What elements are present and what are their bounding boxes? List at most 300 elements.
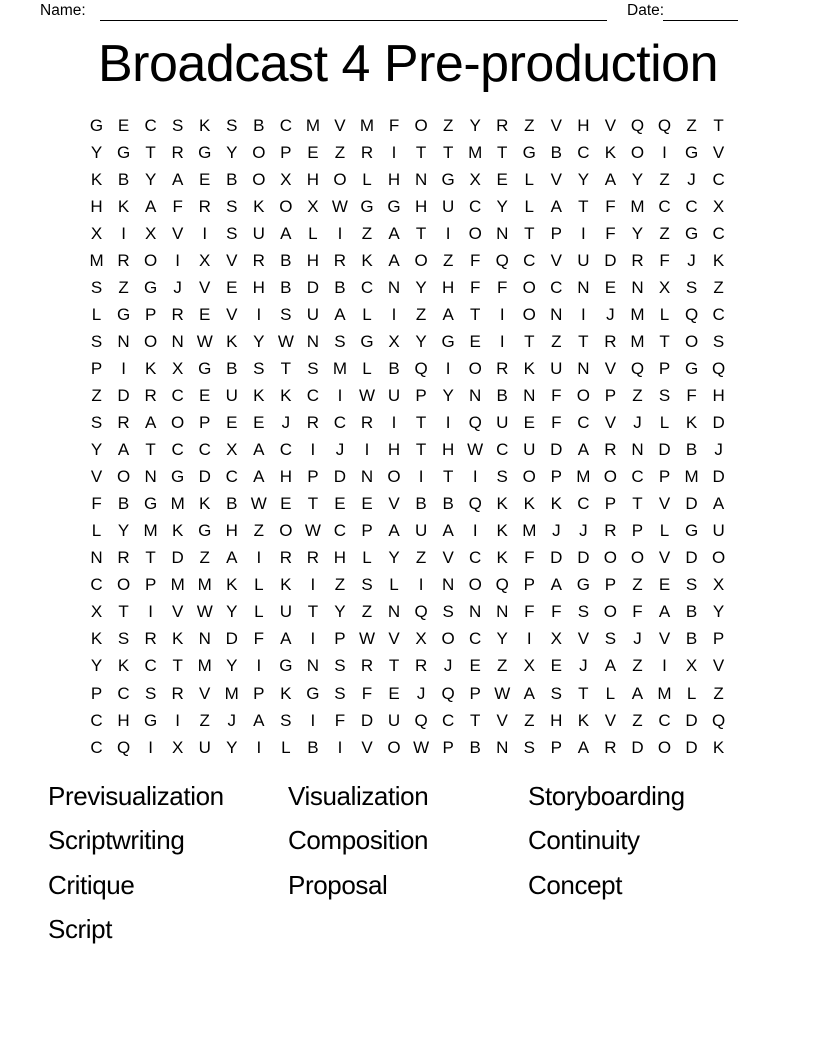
grid-cell: Y <box>415 277 427 297</box>
grid-cell: K <box>496 494 508 514</box>
grid-cell: C <box>685 196 698 216</box>
grid-cell: B <box>117 494 130 514</box>
grid-cell: Z <box>632 710 643 730</box>
grid-cell: C <box>90 710 103 730</box>
grid-cell: P <box>712 629 725 649</box>
grid-cell: H <box>577 115 590 135</box>
grid-cell: A <box>631 683 644 703</box>
grid-cell: F <box>497 277 508 297</box>
grid-cell: V <box>577 629 590 649</box>
grid-cell: K <box>712 737 725 757</box>
grid-cell: Z <box>632 385 643 405</box>
grid-cell: X <box>280 169 292 189</box>
grid-cell: T <box>145 142 156 162</box>
grid-cell: T <box>497 142 508 162</box>
grid-cell: E <box>496 169 508 189</box>
grid-cell: O <box>630 548 645 568</box>
grid-cell: N <box>441 575 455 595</box>
grid-cell: S <box>226 115 238 135</box>
grid-cell: H <box>441 277 455 297</box>
grid-cell: W <box>358 629 376 649</box>
grid-cell: W <box>494 683 511 703</box>
grid-cell: G <box>198 358 212 378</box>
grid-cell: N <box>631 440 644 460</box>
grid-cell: Q <box>468 494 482 514</box>
grid-cell: A <box>550 575 562 595</box>
grid-cell: R <box>117 548 130 568</box>
grid-cell: G <box>116 304 131 324</box>
grid-cell: C <box>577 413 590 433</box>
grid-cell: Z <box>199 548 210 568</box>
grid-cell: F <box>469 277 481 297</box>
word-item: Critique <box>48 869 135 900</box>
grid-cell: S <box>307 358 319 378</box>
grid-cell: X <box>712 196 725 216</box>
grid-cell: P <box>550 223 562 243</box>
grid-cell: G <box>144 277 158 297</box>
grid-cell: V <box>442 548 454 568</box>
grid-cell: A <box>388 521 400 541</box>
grid-cell: N <box>496 602 509 622</box>
grid-cell: L <box>91 304 102 324</box>
grid-cell: Z <box>442 115 454 135</box>
grid-cell: Y <box>334 602 346 622</box>
grid-cell: X <box>388 331 400 351</box>
grid-cell: A <box>658 602 671 622</box>
grid-cell: B <box>226 494 238 514</box>
grid-cell: S <box>334 656 346 676</box>
grid-cell: L <box>362 304 372 324</box>
grid-cell: B <box>280 250 292 270</box>
grid-cell: N <box>469 385 482 405</box>
grid-cell: L <box>254 602 264 622</box>
grid-cell: F <box>686 385 697 405</box>
grid-cell: Z <box>334 575 346 595</box>
grid-cell: U <box>387 385 401 405</box>
grid-cell: E <box>117 115 130 135</box>
grid-cell: F <box>551 602 562 622</box>
grid-cell: T <box>172 656 183 676</box>
grid-cell: K <box>199 494 211 514</box>
grid-cell: E <box>226 277 238 297</box>
grid-cell: F <box>632 602 643 622</box>
worksheet-title: Broadcast 4 Pre-production <box>97 35 718 93</box>
grid-cell: L <box>524 196 534 216</box>
grid-cell: O <box>603 467 618 487</box>
grid-cell: N <box>577 277 590 297</box>
grid-cell: O <box>387 467 401 487</box>
grid-cell: V <box>712 656 725 676</box>
grid-cell: K <box>253 196 265 216</box>
grid-cell: O <box>576 385 590 405</box>
grid-cell: X <box>712 575 725 595</box>
grid-cell: O <box>116 575 131 595</box>
grid-cell: C <box>90 737 103 757</box>
grid-cell: X <box>90 223 103 243</box>
grid-cell: Q <box>414 602 428 622</box>
grid-cell: G <box>441 169 455 189</box>
grid-cell: P <box>550 737 562 757</box>
grid-cell: D <box>306 277 320 297</box>
grid-cell: F <box>361 683 373 703</box>
grid-cell: V <box>658 629 671 649</box>
grid-cell: R <box>171 142 184 162</box>
grid-cell: S <box>712 331 725 351</box>
grid-cell: L <box>362 169 372 189</box>
grid-cell: J <box>606 304 615 324</box>
grid-cell: P <box>90 683 103 703</box>
grid-cell: D <box>685 710 698 730</box>
grid-cell: F <box>524 548 535 568</box>
grid-cell: E <box>334 494 346 514</box>
grid-cell: Z <box>632 656 643 676</box>
grid-cell: R <box>414 656 428 676</box>
grid-cell: I <box>391 304 397 324</box>
grid-cell: E <box>550 656 562 676</box>
grid-cell: R <box>171 304 184 324</box>
grid-cell: G <box>198 521 212 541</box>
grid-cell: D <box>685 494 698 514</box>
grid-cell: D <box>685 548 698 568</box>
grid-cell: J <box>227 710 236 730</box>
grid-cell: P <box>550 467 562 487</box>
grid-cell: I <box>148 602 153 622</box>
grid-cell: T <box>442 142 454 162</box>
grid-cell: V <box>604 413 617 433</box>
grid-cell: T <box>524 331 535 351</box>
grid-cell: Z <box>713 277 724 297</box>
grid-cell: I <box>337 737 343 757</box>
grid-cell: N <box>144 467 157 487</box>
word-item: Continuity <box>528 825 640 856</box>
grid-cell: I <box>526 629 532 649</box>
grid-cell: T <box>280 358 292 378</box>
grid-cell: E <box>361 494 373 514</box>
grid-cell: E <box>658 575 671 595</box>
grid-cell: G <box>441 331 455 351</box>
grid-cell: R <box>306 548 320 568</box>
grid-cell: K <box>496 521 508 541</box>
grid-cell: R <box>631 250 644 270</box>
grid-cell: M <box>197 656 212 676</box>
grid-cell: Y <box>388 548 400 568</box>
grid-cell: L <box>91 521 102 541</box>
grid-cell: V <box>658 548 671 568</box>
grid-cell: O <box>279 521 293 541</box>
grid-cell: K <box>361 250 373 270</box>
grid-cell: S <box>253 358 265 378</box>
grid-cell: T <box>388 656 400 676</box>
grid-cell: Q <box>630 358 645 378</box>
grid-cell: Y <box>712 602 725 622</box>
grid-cell: Z <box>524 115 535 135</box>
word-list-column <box>528 781 768 959</box>
grid-cell: V <box>199 683 211 703</box>
grid-cell: R <box>604 440 617 460</box>
grid-cell: N <box>306 656 320 676</box>
grid-cell: F <box>388 115 400 135</box>
grid-cell: M <box>630 331 645 351</box>
grid-cell: L <box>659 413 670 433</box>
grid-cell: P <box>199 413 211 433</box>
grid-cell: I <box>256 656 262 676</box>
grid-cell: U <box>225 385 238 405</box>
grid-cell: A <box>280 629 292 649</box>
grid-cell: N <box>414 169 428 189</box>
grid-cell: Y <box>90 142 103 162</box>
grid-cell: I <box>256 548 262 568</box>
grid-cell: B <box>685 440 698 460</box>
grid-cell: S <box>361 575 373 595</box>
grid-cell: I <box>337 223 343 243</box>
grid-cell: A <box>334 304 346 324</box>
grid-cell: X <box>415 629 427 649</box>
grid-cell: L <box>281 737 291 757</box>
grid-cell: I <box>391 413 397 433</box>
grid-cell: C <box>712 223 725 243</box>
grid-cell: B <box>280 277 292 297</box>
grid-cell: P <box>523 575 535 595</box>
grid-cell: C <box>333 413 347 433</box>
grid-cell: Q <box>414 710 428 730</box>
grid-cell: O <box>116 467 131 487</box>
letter-grid <box>83 112 732 761</box>
grid-cell: S <box>334 331 346 351</box>
grid-cell: J <box>633 629 642 649</box>
grid-cell: B <box>307 737 319 757</box>
grid-cell: K <box>117 656 130 676</box>
word-item: Script <box>48 914 113 945</box>
grid-cell: G <box>198 142 212 162</box>
grid-cell: C <box>144 115 157 135</box>
grid-cell: K <box>226 575 238 595</box>
grid-cell: I <box>310 575 316 595</box>
grid-cell: O <box>441 629 455 649</box>
grid-cell: I <box>310 710 316 730</box>
grid-cell: I <box>364 440 370 460</box>
grid-cell: C <box>658 196 671 216</box>
grid-cell: K <box>685 413 698 433</box>
grid-cell: O <box>279 196 293 216</box>
grid-cell: M <box>468 142 483 162</box>
grid-cell: G <box>144 494 158 514</box>
grid-cell: J <box>687 169 696 189</box>
grid-cell: R <box>171 683 184 703</box>
grid-cell: Z <box>632 575 643 595</box>
grid-cell: N <box>523 385 536 405</box>
grid-cell: B <box>388 358 400 378</box>
grid-cell: S <box>550 683 562 703</box>
grid-cell: K <box>550 494 562 514</box>
grid-cell: I <box>499 331 505 351</box>
grid-cell: D <box>198 467 211 487</box>
grid-cell: A <box>388 223 400 243</box>
grid-cell: Q <box>657 115 672 135</box>
grid-cell: K <box>712 250 725 270</box>
grid-cell: O <box>252 169 266 189</box>
grid-cell: S <box>280 710 292 730</box>
grid-cell: H <box>550 710 563 730</box>
grid-cell: J <box>443 656 453 676</box>
grid-cell: A <box>442 521 454 541</box>
grid-cell: Z <box>659 223 670 243</box>
grid-cell: L <box>659 304 670 324</box>
grid-cell: C <box>631 467 644 487</box>
grid-cell: Z <box>497 656 508 676</box>
grid-cell: Y <box>117 521 130 541</box>
grid-cell: G <box>684 142 699 162</box>
grid-cell: I <box>581 223 586 243</box>
grid-cell: Q <box>684 304 699 324</box>
grid-cell: A <box>253 440 265 460</box>
grid-cell: O <box>630 142 645 162</box>
grid-cell: S <box>685 575 698 595</box>
grid-cell: U <box>496 413 509 433</box>
grid-cell: N <box>306 331 320 351</box>
grid-cell: D <box>171 548 184 568</box>
grid-cell: M <box>224 683 239 703</box>
grid-cell: R <box>360 656 374 676</box>
grid-cell: Z <box>415 548 427 568</box>
grid-cell: G <box>360 331 374 351</box>
grid-cell: S <box>117 629 130 649</box>
grid-cell: I <box>202 223 208 243</box>
grid-cell: Q <box>414 358 428 378</box>
grid-cell: F <box>605 196 616 216</box>
grid-cell: I <box>472 521 478 541</box>
word-item: Visualization <box>288 781 429 811</box>
grid-cell: G <box>306 683 320 703</box>
grid-cell: S <box>280 304 292 324</box>
grid-cell: O <box>657 737 672 757</box>
grid-cell: J <box>552 521 561 541</box>
grid-cell: K <box>90 169 103 189</box>
grid-cell: D <box>685 737 698 757</box>
grid-cell: V <box>171 223 184 243</box>
grid-cell: Y <box>253 331 265 351</box>
grid-cell: O <box>144 250 158 270</box>
grid-cell: O <box>603 602 618 622</box>
grid-cell: R <box>117 250 130 270</box>
grid-cell: V <box>550 250 562 270</box>
grid-cell: N <box>171 331 184 351</box>
grid-cell: U <box>306 304 320 324</box>
date-underline <box>663 20 738 21</box>
grid-cell: U <box>523 440 536 460</box>
grid-cell: V <box>604 115 617 135</box>
grid-cell: P <box>604 575 617 595</box>
grid-cell: L <box>659 521 670 541</box>
grid-cell: W <box>331 196 348 216</box>
grid-cell: N <box>387 277 401 297</box>
grid-cell: E <box>199 169 211 189</box>
word-list <box>48 781 788 959</box>
grid-cell: B <box>685 629 698 649</box>
grid-cell: F <box>659 250 670 270</box>
grid-cell: L <box>362 358 372 378</box>
grid-cell: X <box>658 277 671 297</box>
grid-cell: O <box>414 115 428 135</box>
word-item: Scriptwriting <box>48 825 185 856</box>
grid-cell: J <box>281 413 291 433</box>
grid-cell: E <box>226 413 238 433</box>
grid-cell: X <box>685 656 698 676</box>
grid-cell: H <box>252 277 265 297</box>
grid-cell: I <box>256 737 262 757</box>
grid-cell: G <box>684 358 699 378</box>
grid-cell: C <box>279 440 292 460</box>
grid-cell: W <box>358 385 376 405</box>
grid-cell: A <box>253 467 265 487</box>
grid-cell: B <box>253 115 265 135</box>
grid-cell: W <box>196 331 213 351</box>
grid-cell: I <box>581 304 586 324</box>
grid-cell: K <box>117 196 130 216</box>
word-item: Concept <box>528 869 623 900</box>
grid-cell: L <box>362 548 372 568</box>
grid-cell: R <box>252 250 265 270</box>
grid-cell: X <box>144 223 157 243</box>
grid-cell: D <box>577 548 590 568</box>
grid-cell: A <box>144 413 157 433</box>
grid-cell: L <box>686 683 697 703</box>
grid-cell: J <box>687 250 696 270</box>
grid-cell: M <box>359 115 375 135</box>
grid-cell: Z <box>659 169 670 189</box>
grid-cell: N <box>360 467 374 487</box>
grid-cell: T <box>415 413 427 433</box>
grid-cell: A <box>523 683 535 703</box>
grid-cell: B <box>226 169 238 189</box>
grid-cell: R <box>144 385 157 405</box>
grid-cell: W <box>277 331 294 351</box>
grid-cell: T <box>632 494 643 514</box>
grid-cell: I <box>445 223 451 243</box>
grid-cell: T <box>578 683 589 703</box>
grid-cell: F <box>172 196 183 216</box>
grid-cell: H <box>414 196 428 216</box>
grid-cell: C <box>90 575 103 595</box>
grid-cell: G <box>116 142 131 162</box>
grid-cell: B <box>117 169 130 189</box>
grid-cell: L <box>524 169 534 189</box>
grid-cell: O <box>522 304 536 324</box>
grid-cell: B <box>334 277 346 297</box>
grid-cell: C <box>198 440 211 460</box>
grid-cell: S <box>226 196 238 216</box>
grid-cell: N <box>496 223 509 243</box>
grid-cell: O <box>252 142 266 162</box>
grid-cell: K <box>496 548 508 568</box>
grid-cell: T <box>578 331 589 351</box>
grid-cell: T <box>442 467 454 487</box>
grid-cell: N <box>577 358 590 378</box>
grid-cell: P <box>90 358 103 378</box>
grid-cell: J <box>335 440 345 460</box>
grid-cell: H <box>387 440 401 460</box>
grid-cell: X <box>199 250 211 270</box>
grid-cell: Z <box>524 710 535 730</box>
grid-cell: C <box>550 277 563 297</box>
grid-cell: A <box>280 223 292 243</box>
grid-cell: P <box>144 304 157 324</box>
grid-cell: W <box>413 737 430 757</box>
grid-cell: W <box>467 440 484 460</box>
grid-cell: Y <box>226 656 238 676</box>
grid-cell: D <box>550 440 563 460</box>
grid-cell: O <box>711 548 726 568</box>
grid-cell: D <box>333 467 347 487</box>
